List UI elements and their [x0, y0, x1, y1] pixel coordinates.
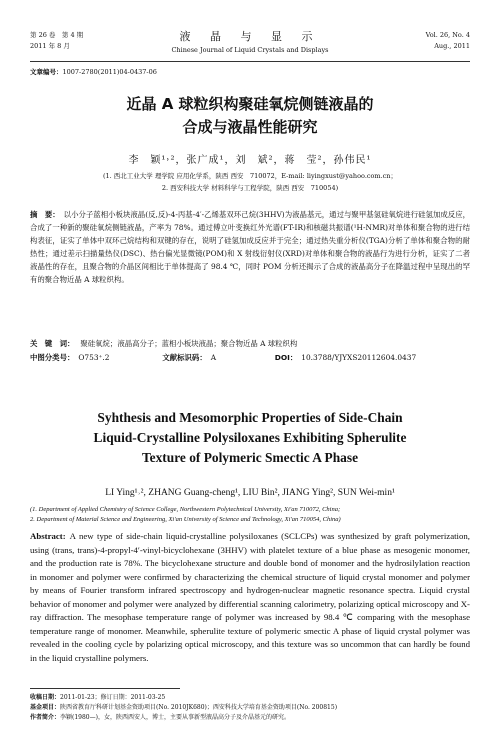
doi-label: DOI： — [274, 353, 298, 362]
header-rule — [30, 61, 470, 62]
running-header — [30, 14, 470, 58]
fund-label: 基金项目： — [30, 704, 61, 711]
affiliation-cn-1: (1. 西北工业大学 理学院 应用化学系，陕西 西安 710072，E-mail: liyingxust@yahoo.com.cn； — [102, 172, 397, 180]
title-cn-line-2: 合成与液晶性能研究 — [182, 118, 318, 136]
title-chinese — [40, 93, 460, 139]
title-en-line-2: Liquid-Crystalline Polysiloxanes Exhibiting Spherulite — [93, 430, 407, 445]
abstract-cn-text: 以小分子蓝相小板块液晶(反,反)-4-丙基-4′-乙烯基双环己烷(3HHV)为液晶基元，通过与聚甲基氢硅氧烷进行硅氢加成反应，合成了一种新的聚硅氧烷侧链液晶，产率为 78%。通过傅立叶变换红外光谱(FT-IR)和核磁共振谱(¹H-NMR)对单体和聚合物的进行结构表征，证实了单体中双环己烷结构和双键的存在，说明了硅氢加成反应并于完全；通过热失重分析仪(TGA)分析了单体和聚合物的耐热性；通过差示扫描量热仪(DSC)、热台偏光显微镜(POM)和 X 射线衍射仪(XRD)对单体和聚合物的液晶行为进行分析，证实了二者液晶性的存在，且聚合物的介晶区间相比于单体提高了 98.4 ℃，同时 POM 分析还揭示了合成的液晶高分子在降温过程中呈现出的罕有的聚合物近晶 A 球粒织构。 — [30, 210, 470, 284]
article-number-value: 1007-2780(2011)04-0437-06 — [62, 68, 157, 76]
received-text: 2011-01-23；修订日期：2011-03-25 — [60, 694, 166, 701]
fund-text: 陕西省教育厅科研计划基金资助项目(No. 2010JK680)；西安科技大学培育基金资助项目(No. 200815) — [60, 704, 338, 711]
article-number-label: 文章编号： — [30, 68, 63, 76]
doc-code-block — [162, 351, 272, 364]
volume-issue: 第 26 卷 第 4 期 — [30, 31, 84, 39]
clc-block — [30, 351, 160, 364]
doi-value: 10.3788/YJYXS20112604.0437 — [301, 353, 417, 362]
abstract-en-text: A new type of side-chain liquid-crystalline polysiloxanes (SCLCPs) was synthesized by graft polymerization, using (trans, trans)-4-propyl-4′-vinyl-bicyclohexane (3HHV) with platelet texture of a blue phase as mesogenic monomer, and the production rate is 78%. The bicyclohexane structure and double bond of monomer and the hydrosilylation reaction in monomer and polymer were confirmed by characterizing the chemical structure of liquid crystal monomer and polymer by means of Fourier transform infrared spectroscopy and hydrogen-nuclear magnetic resonance spectra. Liquid crystal behavior of monomer and polymer were analyzed by differential scanning calorimetry, polarizing optical microscopy and X-ray diffraction. The mesophase temperature range of polymer was increased by 98.4 ℃ comparing with the mesophase temperature range of monomer. Meanwhile, spherulite texture of polymeric smectic A phase of liquid crystal polymer was revealed in the cooling cycle by polarizing optical microscopy, and this texture was so uncommon that can hardly be found in the liquid crystalline polymers. — [30, 531, 470, 663]
doc-code-label: 文献标识码： — [162, 353, 207, 362]
clc-label: 中图分类号： — [30, 353, 75, 362]
authors-english: LI Ying¹˒², ZHANG Guang-cheng¹, LIU Bin², JIANG Ying², SUN Wei-min¹ — [105, 488, 395, 498]
abstract-english — [30, 530, 470, 665]
publication-date-en: Aug., 2011 — [434, 42, 470, 50]
clc-value: O753⁺.2 — [78, 353, 110, 362]
keywords-cn-text: 聚硅氧烷；液晶高分子；蓝相小板块液晶；聚合物近晶 A 球粒织构 — [80, 339, 298, 348]
doc-code-value: A — [210, 353, 217, 362]
journal-name-en: Chinese Journal of Liquid Crystals and Displays — [171, 46, 329, 54]
affiliation-cn-2: 2. 西安科技大学 材料科学与工程学院，陕西 西安 710054) — [161, 184, 339, 192]
header-right — [426, 30, 470, 52]
affiliation-en-2: 2. Department of Material Science and Engineering, Xi'an University of Science and Technology, Xi'an 710054, China) — [30, 516, 341, 523]
affiliations-chinese — [40, 170, 460, 194]
header-center — [130, 28, 370, 54]
keywords-chinese — [30, 337, 470, 350]
keywords-cn-label: 关 键 词： — [30, 339, 75, 348]
title-en-line-1: Syhthesis and Mesomorphic Properties of Side-Chain — [97, 410, 403, 425]
authors-chinese: 李 颖¹˒²，张广成¹，刘 斌²，蒋 莹²，孙伟民¹ — [128, 155, 372, 166]
title-en-line-3: Texture of Polymeric Smectic A Phase — [141, 450, 359, 465]
header-left — [30, 30, 83, 52]
footnote-fund — [30, 703, 470, 713]
received-label: 收稿日期： — [30, 694, 61, 701]
title-english — [30, 408, 470, 468]
footnotes — [30, 693, 470, 723]
affiliation-en-1: (1. Department of Applied Chemistry of Science College, Northwestern Polytechnical University, Xi'an 710072, China; — [30, 506, 341, 513]
volume-issue-en: Vol. 26, No. 4 — [425, 31, 470, 39]
article-number — [30, 67, 157, 76]
footnote-author — [30, 713, 470, 723]
author-bio-text: 李颖(1980—)，女，陕西西安人，博士，主要从事新型液晶高分子及介晶基元的研究。 — [60, 714, 290, 721]
abstract-chinese — [30, 208, 470, 286]
title-cn-line-1: 近晶 A 球粒织构聚硅氧烷侧链液晶的 — [126, 95, 374, 113]
classification-line — [30, 351, 470, 364]
journal-name-cn: 液 晶 与 显 示 — [179, 30, 321, 43]
author-bio-label: 作者简介： — [30, 714, 61, 721]
affiliations-english — [30, 505, 470, 525]
abstract-cn-label: 摘 要： — [30, 210, 60, 219]
footnote-received — [30, 693, 470, 703]
abstract-en-label: Abstract: — [30, 531, 66, 541]
footnote-rule — [30, 688, 180, 689]
publication-date: 2011 年 8 月 — [30, 42, 70, 50]
doi-block — [275, 351, 416, 364]
